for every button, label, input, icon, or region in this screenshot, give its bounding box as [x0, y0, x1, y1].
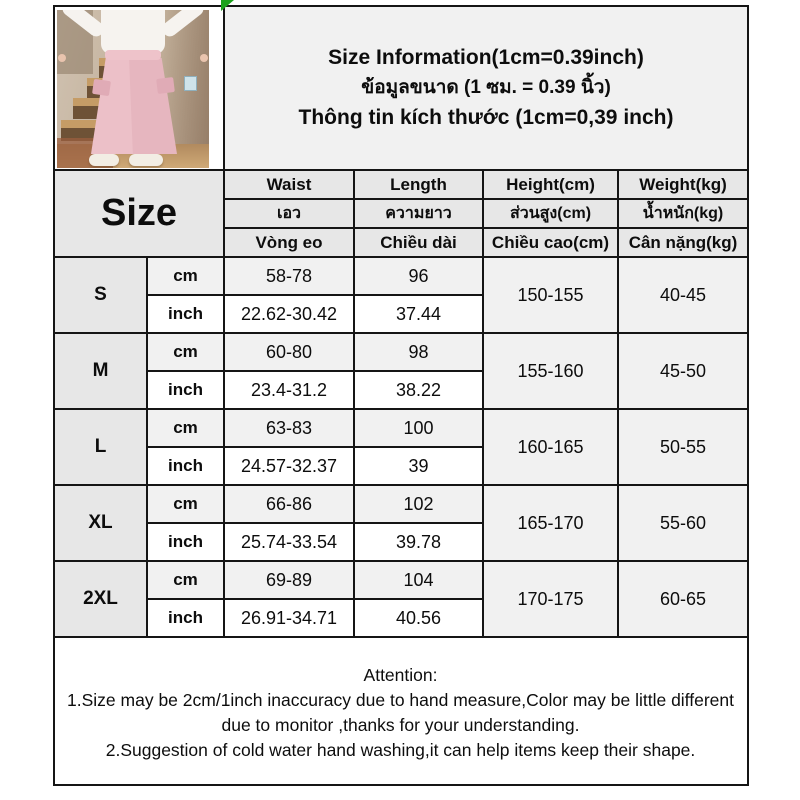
- header-waist-vi: Vòng eo: [224, 228, 354, 257]
- unit-label-cm: cm: [147, 561, 224, 599]
- unit-label-cm: cm: [147, 485, 224, 523]
- length-cm-m: 98: [354, 333, 483, 371]
- header-waist-th: เอว: [224, 199, 354, 228]
- model-left-hand: [58, 54, 66, 62]
- unit-label-inch: inch: [147, 523, 224, 561]
- length-cm-xl: 102: [354, 485, 483, 523]
- height-m: 155-160: [483, 333, 618, 409]
- size-table-container: [53, 5, 749, 786]
- weight-l: 50-55: [618, 409, 748, 485]
- weight-m: 45-50: [618, 333, 748, 409]
- waist-cm-2xl: 69-89: [224, 561, 354, 599]
- table-row: [54, 257, 748, 295]
- length-inch-m: 38.22: [354, 371, 483, 409]
- length-inch-l: 39: [354, 447, 483, 485]
- attention-heading: Attention:: [363, 664, 438, 685]
- size-label-l: L: [54, 409, 147, 485]
- header-height-th: ส่วนสูง(cm): [483, 199, 618, 228]
- size-table: [53, 5, 749, 786]
- size-label-xl: XL: [54, 485, 147, 561]
- weight-xl: 55-60: [618, 485, 748, 561]
- waist-cm-l: 63-83: [224, 409, 354, 447]
- waist-inch-l: 24.57-32.37: [224, 447, 354, 485]
- length-cm-s: 96: [354, 257, 483, 295]
- height-xl: 165-170: [483, 485, 618, 561]
- model-white-top: [101, 10, 165, 54]
- length-inch-2xl: 40.56: [354, 599, 483, 637]
- unit-label-cm: cm: [147, 409, 224, 447]
- product-photo: [57, 10, 209, 168]
- waist-inch-xl: 25.74-33.54: [224, 523, 354, 561]
- header-height-en: Height(cm): [483, 170, 618, 199]
- pink-cargo-pants: [97, 50, 169, 156]
- weight-2xl: 60-65: [618, 561, 748, 637]
- unit-label-inch: inch: [147, 371, 224, 409]
- header-weight-vi: Cân nặng(kg): [618, 228, 748, 257]
- attention-line-1: 1.Size may be 2cm/1inch inaccuracy due to hand measure,Color may be little different due to monitor ,thanks for your understanding.: [67, 689, 734, 735]
- size-label-m: M: [54, 333, 147, 409]
- header-waist-en: Waist: [224, 170, 354, 199]
- size-label-2xl: 2XL: [54, 561, 147, 637]
- waist-cm-xl: 66-86: [224, 485, 354, 523]
- header-length-vi: Chiều dài: [354, 228, 483, 257]
- unit-label-inch: inch: [147, 447, 224, 485]
- table-row: [54, 333, 748, 371]
- title-vietnamese: Thông tin kích thước (1cm=0,39 inch): [298, 106, 674, 129]
- waist-cm-s: 58-78: [224, 257, 354, 295]
- table-row: [54, 561, 748, 599]
- waist-inch-2xl: 26.91-34.71: [224, 599, 354, 637]
- waist-inch-s: 22.62-30.42: [224, 295, 354, 333]
- unit-label-cm: cm: [147, 257, 224, 295]
- waist-cm-m: 60-80: [224, 333, 354, 371]
- product-photo-cell: [54, 6, 224, 170]
- table-row: [54, 409, 748, 447]
- height-s: 150-155: [483, 257, 618, 333]
- header-length-th: ความยาว: [354, 199, 483, 228]
- height-l: 160-165: [483, 409, 618, 485]
- size-corner-header: Size: [54, 170, 224, 257]
- length-cm-l: 100: [354, 409, 483, 447]
- model-right-hand: [200, 54, 208, 62]
- size-label-s: S: [54, 257, 147, 333]
- shoe-left: [89, 154, 119, 166]
- unit-label-cm: cm: [147, 333, 224, 371]
- title-cell: [224, 6, 748, 170]
- unit-label-inch: inch: [147, 599, 224, 637]
- weight-s: 40-45: [618, 257, 748, 333]
- cargo-pocket-left: [92, 79, 111, 96]
- unit-label-inch: inch: [147, 295, 224, 333]
- pant-waistband: [105, 50, 161, 60]
- waist-inch-m: 23.4-31.2: [224, 371, 354, 409]
- header-length-en: Length: [354, 170, 483, 199]
- cargo-pocket-right: [156, 77, 175, 94]
- attention-cell: [54, 637, 748, 785]
- shoe-right: [129, 154, 163, 166]
- header-weight-th: น้ำหนัก(kg): [618, 199, 748, 228]
- height-2xl: 170-175: [483, 561, 618, 637]
- header-height-vi: Chiều cao(cm): [483, 228, 618, 257]
- header-weight-en: Weight(kg): [618, 170, 748, 199]
- table-row: [54, 485, 748, 523]
- light-switch: [184, 76, 197, 91]
- length-inch-xl: 39.78: [354, 523, 483, 561]
- attention-note: [55, 660, 747, 763]
- length-inch-s: 37.44: [354, 295, 483, 333]
- length-cm-2xl: 104: [354, 561, 483, 599]
- title-english: Size Information(1cm=0.39inch): [328, 46, 644, 69]
- attention-line-2: 2.Suggestion of cold water hand washing,it can help items keep their shape.: [105, 739, 696, 760]
- title-thai: ข้อมูลขนาด (1 ซม. = 0.39 นิ้ว): [361, 77, 611, 98]
